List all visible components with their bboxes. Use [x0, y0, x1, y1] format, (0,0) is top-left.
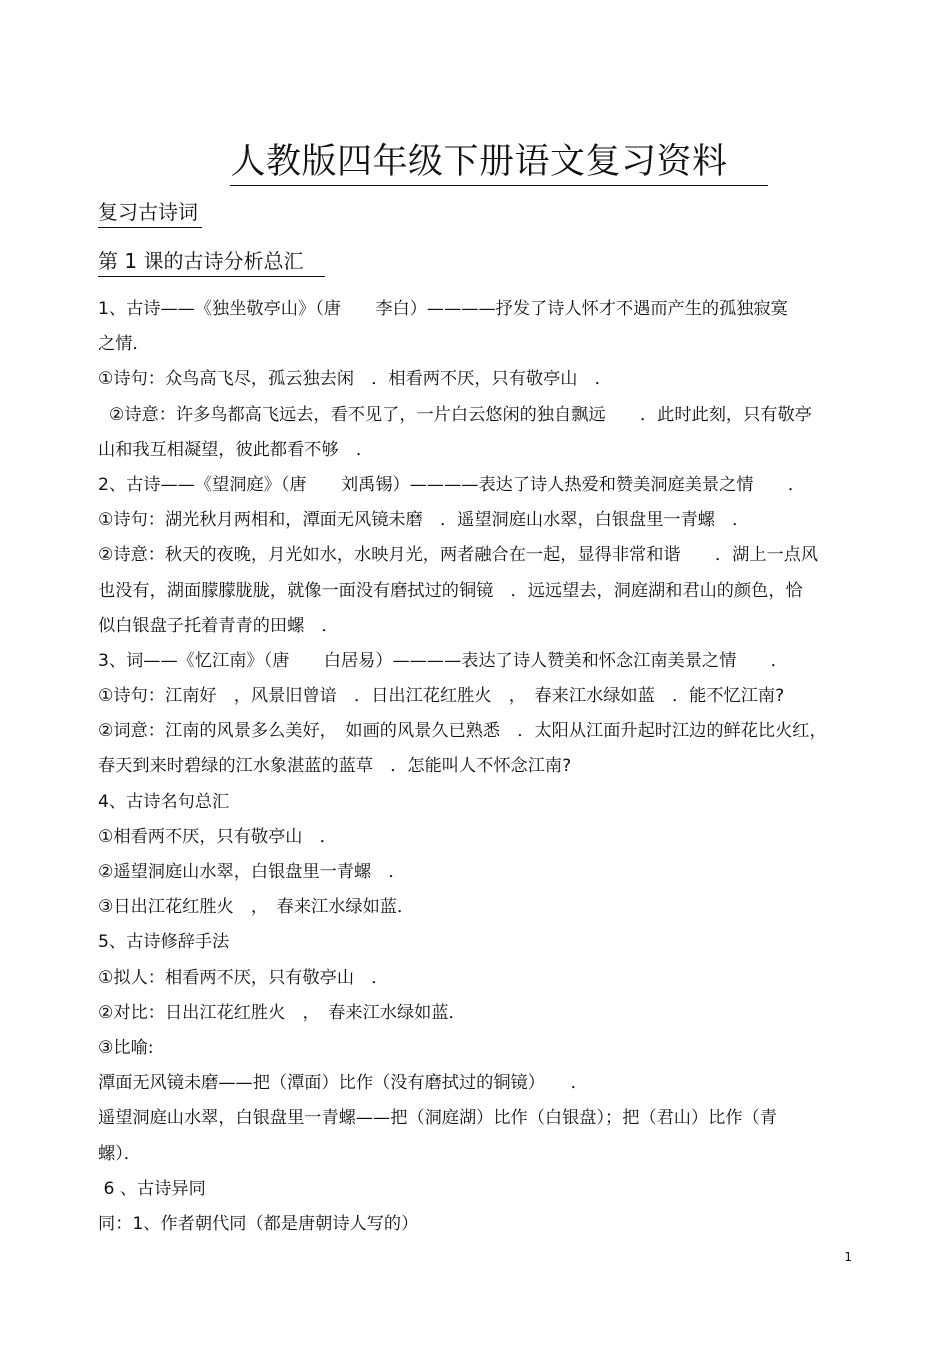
- document-body: [98, 292, 843, 1242]
- text-line: ②诗意：秋天的夜晚，月光如水，水映月光，两者融合在一起，显得非常和谐 ．湖上一点风: [98, 545, 819, 566]
- text-line: 5、古诗修辞手法: [98, 932, 230, 953]
- text-line: ③比喻:: [98, 1037, 154, 1058]
- text-line: 也没有，湖面朦朦胧胧，就像一面没有磨拭过的铜镜 ．远远望去，洞庭湖和君山的颜色，恰: [98, 580, 803, 601]
- text-line: ③日出江花红胜火 ， 春来江水绿如蓝．: [98, 897, 415, 918]
- text-line: 6 、古诗异同: [98, 1178, 206, 1199]
- text-line: 春天到来时碧绿的江水象湛蓝的蓝草 ．怎能叫人不怀念江南?: [98, 756, 572, 777]
- text-line: ①诗句：湖光秋月两相和，潭面无风镜未磨 ．遥望洞庭山水翠，白银盘里一青螺 ．: [98, 510, 750, 531]
- lesson-heading-text: 第 1 课的古诗分析总汇: [98, 246, 325, 277]
- text-line: 4、古诗名句总汇: [98, 791, 230, 812]
- document-title: [0, 138, 950, 186]
- text-line: 同：1、作者朝代同（都是唐朝诗人写的）: [98, 1213, 419, 1234]
- section-heading-text: 复习古诗词: [98, 197, 202, 228]
- text-line: 似白银盘子托着青青的田螺 ．: [98, 615, 339, 636]
- text-line: ①相看两不厌，只有敬亭山 ．: [98, 826, 337, 847]
- text-line: 潭面无风镜未磨——把（潭面）比作（没有磨拭过的铜镜） ．: [98, 1073, 588, 1094]
- text-line: ②诗意：许多鸟都高飞远去，看不见了，一片白云悠闲的独自飘远 ．此时此刻，只有敬亭: [98, 404, 812, 425]
- lesson-heading: [98, 246, 325, 277]
- text-line: 螺）．: [98, 1143, 141, 1164]
- text-line: ①拟人：相看两不厌，只有敬亭山 ．: [98, 967, 389, 988]
- section-heading: [98, 197, 202, 228]
- text-line: ②对比：日出江花红胜火 ， 春来江水绿如蓝．: [98, 1002, 466, 1023]
- text-line: ①诗句：众鸟高飞尽，孤云独去闲 ．相看两不厌，只有敬亭山 ．: [98, 369, 612, 390]
- text-line: 遥望洞庭山水翠，白银盘里一青螺——把（洞庭湖）比作（白银盘）；把（君山）比作（青: [98, 1108, 777, 1129]
- text-line: 2、古诗——《望洞庭》（唐 刘禹锡）————表达了诗人热爱和赞美洞庭美景之情 ．: [98, 474, 806, 495]
- text-line: ②遥望洞庭山水翠，白银盘里一青螺 ．: [98, 862, 406, 882]
- text-line: 1、古诗——《独坐敬亭山》（唐 李白）————抒发了诗人怀才不遇而产生的孤独寂寞: [98, 299, 788, 319]
- text-line: 3、词——《忆江南》（唐 白居易）————表达了诗人赞美和怀念江南美景之情 ．: [98, 650, 788, 671]
- text-line: ②词意：江南的风景多么美好， 如画的风景久已熟悉 ．太阳从江面升起时江边的鲜花比火红，: [98, 721, 827, 742]
- text-line: ①诗句：江南好 ，风景旧曾谙 ．日出江花红胜火 ， 春来江水绿如蓝 ．能不忆江南?: [98, 686, 785, 707]
- text-line: 山和我互相凝望，彼此都看不够 ．: [98, 439, 374, 460]
- text-line: 之情．: [98, 334, 150, 355]
- title-text: 人教版四年级下册语文复习资料: [230, 139, 767, 186]
- page-number: 1: [844, 1250, 852, 1264]
